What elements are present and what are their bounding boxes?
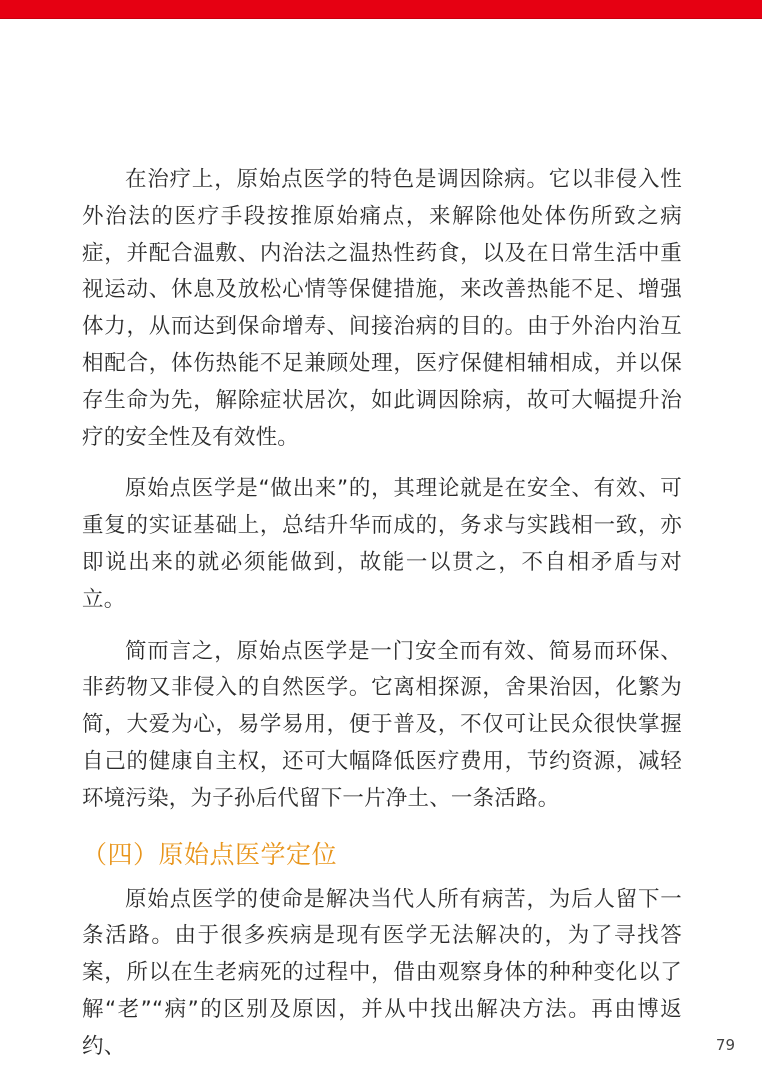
section-heading: （四）原始点医学定位 (82, 839, 338, 869)
paragraph-treatment: 在治疗上，原始点医学的特色是调因除病。它以非侵入性外治法的医疗手段按推原始痛点，来解除他处体伤所致之病症，并配合温敷、内治法之温热性药食，以及在日常生活中重视运动、休息及放松心情等保健措施，来改善热能不足、增强体力，从而达到保命增寿、间接治病的目的。由于外治内治互相配合，体伤热能不足兼顾处理，医疗保健相辅相成，并以保存生命为先，解除症状居次，如此调因除病，故可大幅提升治疗的安全性及有效性。 (82, 167, 682, 450)
paragraph-summary: 简而言之，原始点医学是一门安全而有效、简易而环保、非药物又非侵入的自然医学。它离相探源，舍果治因，化繁为简，大爱为心，易学易用，便于普及，不仅可让民众很快掌握自己的健康自主权，还可大幅降低医疗费用，节约资源，减轻环境污染，为子孙后代留下一片净土、一条活路。 (82, 638, 682, 811)
paragraph-practice-based: 原始点医学是“做出来”的，其理论就是在安全、有效、可重复的实证基础上，总结升华而成的，务求与实践相一致，亦即说出来的就必须能做到，故能一以贯之，不自相矛盾与对立。 (82, 476, 682, 612)
page-body (82, 162, 682, 1066)
page-number: 79 (715, 1036, 735, 1054)
paragraph-mission: 原始点医学的使命是解决当代人所有病苦，为后人留下一条活路。由于很多疾病是现有医学无法解决的，为了寻找答案，所以在生老病死的过程中，借由观察身体的种种变化以了解“老”“病”的区别及原因，并从中找出解决方法。再由博返约、 (82, 886, 682, 1059)
top-red-bar (0, 0, 762, 19)
